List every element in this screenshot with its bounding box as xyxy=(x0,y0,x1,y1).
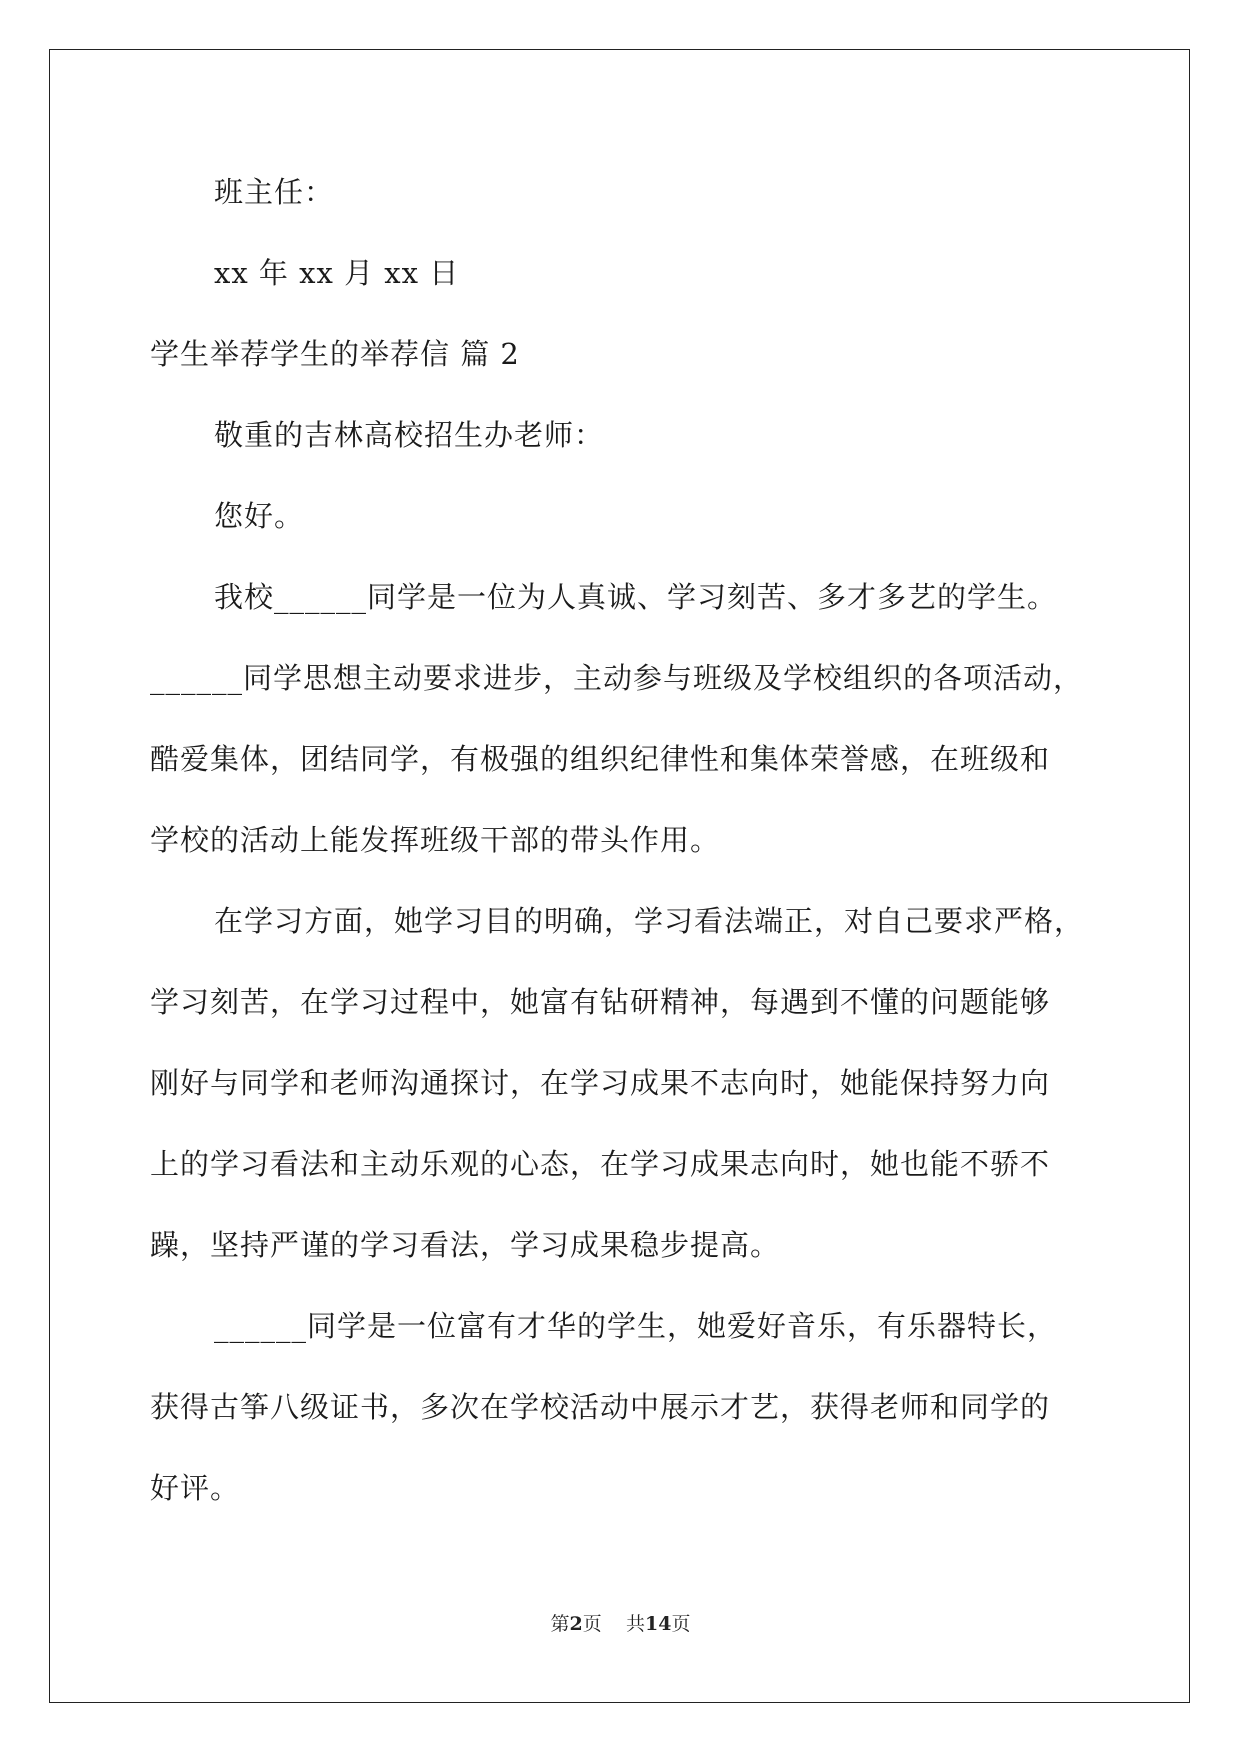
text-line: 学习刻苦，在学习过程中，她富有钻研精神，每遇到不懂的问题能够 xyxy=(150,985,1051,1019)
footer-page-number: 2 xyxy=(569,1613,583,1635)
text-line: 躁，坚持严谨的学习看法，学习成果稳步提高。 xyxy=(150,1228,781,1262)
text-line-salutation: 敬重的吉林高校招生办老师： xyxy=(214,418,605,452)
text-line: ______同学思想主动要求进步，主动参与班级及学校组织的各项活动， xyxy=(150,661,1084,695)
footer-page-suffix: 页 xyxy=(582,1613,602,1635)
text-line-greeting: 您好。 xyxy=(214,499,305,533)
text-line: 学校的活动上能发挥班级干部的带头作用。 xyxy=(150,823,721,857)
section-title: 学生举荐学生的举荐信 篇 2 xyxy=(150,337,520,371)
text-line: 酷爱集体，团结同学，有极强的组织纪律性和集体荣誉感，在班级和 xyxy=(150,742,1051,776)
footer-prefix: 第 xyxy=(550,1613,570,1635)
footer-total-prefix: 共 xyxy=(625,1613,645,1635)
page-footer xyxy=(0,1612,1241,1636)
text-line: 上的学习看法和主动乐观的心态，在学习成果志向时，她也能不骄不 xyxy=(150,1147,1051,1181)
footer-total-suffix: 页 xyxy=(671,1613,691,1635)
text-line: ______同学是一位富有才华的学生，她爱好音乐，有乐器特长， xyxy=(214,1309,1058,1343)
text-line: 获得古筝八级证书，多次在学校活动中展示才艺，获得老师和同学的 xyxy=(150,1390,1051,1424)
text-line-date: xx 年 xx 月 xx 日 xyxy=(214,256,460,290)
text-line: 好评。 xyxy=(150,1471,241,1505)
text-line-teacher: 班主任： xyxy=(214,175,335,209)
footer-total-pages: 14 xyxy=(644,1613,672,1635)
page-border xyxy=(49,49,1190,1703)
text-line: 刚好与同学和老师沟通探讨，在学习成果不志向时，她能保持努力向 xyxy=(150,1066,1051,1100)
text-line: 在学习方面，她学习目的明确，学习看法端正，对自己要求严格， xyxy=(214,904,1085,938)
text-line: 我校______同学是一位为人真诚、学习刻苦、多才多艺的学生。 xyxy=(214,580,1058,614)
